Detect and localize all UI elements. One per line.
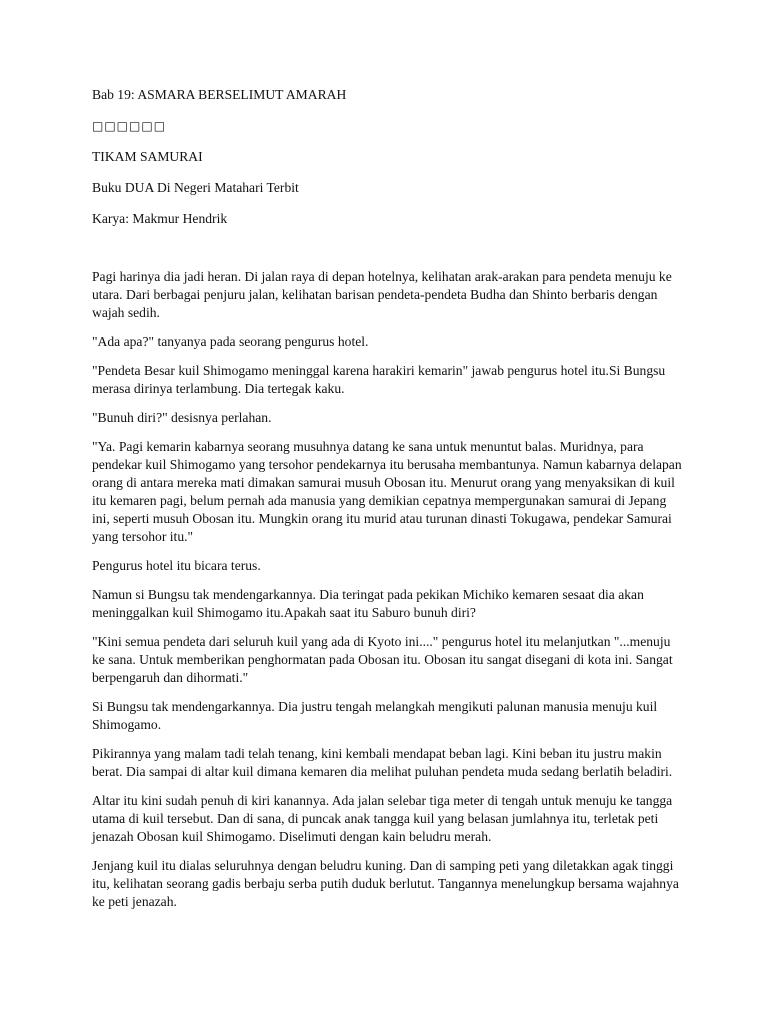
paragraph: "Ya. Pagi kemarin kabarnya seorang musuhnya datang ke sana untuk menuntut balas. Muridnya, para pendekar kuil Shimogamo yang tersohor pendekarnya itu berusaha membantunya. Namun kabarnya delapan orang di antara mereka mati dimakan samurai musuh Obosan itu. Menurut orang yang menyaksikan di kuil itu kemaren pagi, belum pernah ada manusia yang demikian cepatnya mempergunakan samurai di Jepang ini, seperti musuh Obosan itu. Mungkin orang itu murid atau turunan dinasti Tokugawa, pendekar Samurai yang tersohor itu."	[92, 439, 682, 544]
paragraph: "Ada apa?" tanyanya pada seorang pengurus hotel.	[92, 334, 369, 349]
unrendered-glyph-boxes: □□□□□□	[92, 119, 167, 133]
paragraph: "Bunuh diri?" desisnya perlahan.	[92, 410, 272, 425]
section-spacer	[92, 241, 682, 268]
author-line: Karya: Makmur Hendrik	[92, 211, 228, 226]
paragraph: Jenjang kuil itu dialas seluruhnya dengan beludru kuning. Dan di samping peti yang diletakkan agak tinggi itu, kelihatan seorang gadis berbaju serba putih duduk berlutut. Tangannya menelungkup bersama wajahnya ke peti jenazah.	[92, 858, 679, 909]
paragraph: "Kini semua pendeta dari seluruh kuil yang ada di Kyoto ini...." pengurus hotel itu melanjutkan "...menuju ke sana. Untuk memberikan penghormatan pada Obosan itu. Obosan itu sangat disegani di kota ini. Sangat berpengaruh dan dihormati."	[92, 634, 673, 685]
paragraph: Namun si Bungsu tak mendengarkannya. Dia teringat pada pekikan Michiko kemaren sesaat dia akan meninggalkan kuil Shimogamo itu.Apakah saat itu Saburo bunuh diri?	[92, 587, 644, 620]
paragraph: "Pendeta Besar kuil Shimogamo meninggal karena harakiri kemarin" jawab pengurus hotel itu.Si Bungsu merasa dirinya terlambung. Dia tertegak kaku.	[92, 363, 666, 396]
paragraph: Si Bungsu tak mendengarkannya. Dia justru tengah melangkah mengikuti palunan manusia menuju kuil Shimogamo.	[92, 699, 658, 732]
paragraph: Pengurus hotel itu bicara terus.	[92, 558, 261, 573]
book-title: TIKAM SAMURAI	[92, 149, 203, 164]
paragraph: Pagi harinya dia jadi heran. Di jalan raya di depan hotelnya, kelihatan arak-arakan para pendeta menuju ke utara. Dari berbagai penjuru jalan, kelihatan barisan pendeta-pendeta Budha dan Shinto berbaris dengan wajah sedih.	[92, 269, 672, 320]
chapter-heading: Bab 19: ASMARA BERSELIMUT AMARAH	[92, 87, 347, 102]
document-page	[92, 86, 682, 922]
book-subtitle: Buku DUA Di Negeri Matahari Terbit	[92, 180, 299, 195]
paragraph: Altar itu kini sudah penuh di kiri kanannya. Ada jalan selebar tiga meter di tengah untuk menuju ke tangga utama di kuil tersebut. Dan di sana, di puncak anak tangga kuil yang belasan jumlahnya itu, terletak peti jenazah Obosan kuil Shimogamo. Diselimuti dengan kain beludru merah.	[92, 793, 673, 844]
paragraph: Pikirannya yang malam tadi telah tenang, kini kembali mendapat beban lagi. Kini beban itu justru makin berat. Dia sampai di altar kuil dimana kemaren dia melihat puluhan pendeta muda sedang berlatih beladiri.	[92, 746, 673, 779]
